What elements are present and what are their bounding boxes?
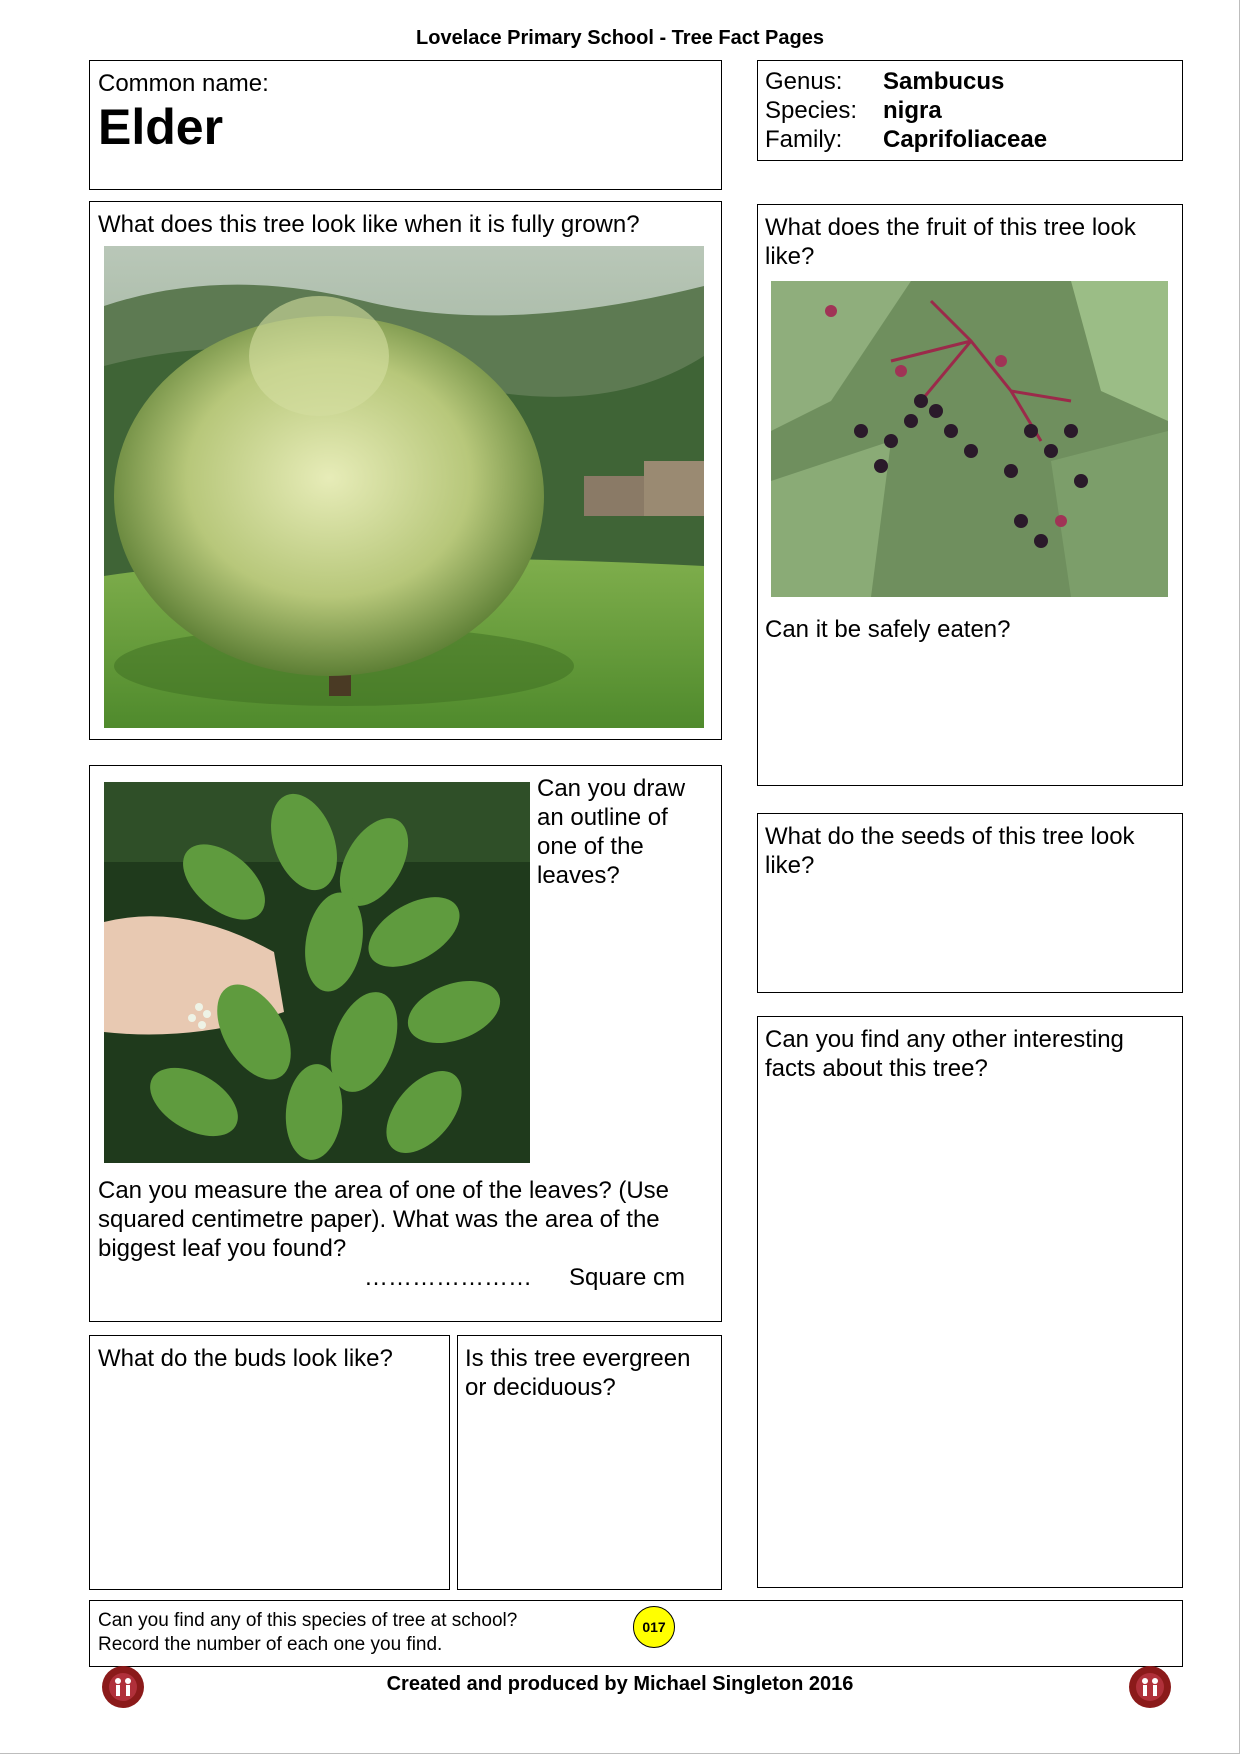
- buds-question: What do the buds look like?: [98, 1345, 393, 1372]
- leaf-area-dots: …………………: [364, 1264, 532, 1291]
- footer-credit: Created and produced by Michael Singleton 2016: [386, 1673, 854, 1695]
- genus-value: Sambucus: [883, 68, 1005, 95]
- page-header: Lovelace Primary School - Tree Fact Pages: [416, 27, 824, 49]
- school-count-line1: Can you find any of this species of tree at school?: [98, 1610, 518, 1631]
- evergreen-box: [457, 1335, 722, 1590]
- taxonomy-box: [757, 60, 1183, 161]
- tree-photo: [104, 246, 704, 728]
- fruit-photo: [771, 281, 1168, 597]
- genus-label: Genus:: [765, 68, 843, 95]
- page-number-badge: 017: [633, 1606, 675, 1648]
- common-name-value: Elder: [98, 99, 224, 155]
- common-name-label: Common name:: [98, 70, 269, 97]
- school-logo-right: [1128, 1665, 1172, 1709]
- family-label: Family:: [765, 126, 843, 153]
- fully-grown-question: What does this tree look like when it is fully grown?: [98, 211, 640, 238]
- seeds-question: What do the seeds of this tree look like?: [765, 823, 1135, 879]
- evergreen-question: Is this tree evergreen or deciduous?: [465, 1345, 691, 1401]
- buds-box: [89, 1335, 450, 1590]
- fully-grown-box: [89, 201, 722, 740]
- leaves-box: [89, 765, 722, 1322]
- leaf-area-question: Can you measure the area of one of the leaves? (Use squared centimetre paper). What was the area of the biggest leaf you found?: [98, 1177, 670, 1262]
- species-value: nigra: [883, 97, 942, 124]
- family-value: Caprifoliaceae: [883, 126, 1048, 153]
- species-label: Species:: [765, 97, 858, 124]
- leaf-area-unit: Square cm: [569, 1264, 686, 1291]
- facts-box: [757, 1016, 1183, 1588]
- common-name-box: [89, 60, 722, 190]
- fruit-edible-question: Can it be safely eaten?: [765, 616, 1011, 643]
- facts-question: Can you find any other interesting facts about this tree?: [765, 1026, 1124, 1082]
- fruit-question: What does the fruit of this tree look like?: [765, 214, 1136, 270]
- school-count-line2: Record the number of each one you find.: [98, 1634, 443, 1655]
- seeds-box: [757, 813, 1183, 993]
- leaves-photo: [104, 782, 530, 1163]
- leaf-outline-question: Can you draw an outline of one of the leaves?: [537, 775, 686, 889]
- fruit-box: [757, 204, 1183, 786]
